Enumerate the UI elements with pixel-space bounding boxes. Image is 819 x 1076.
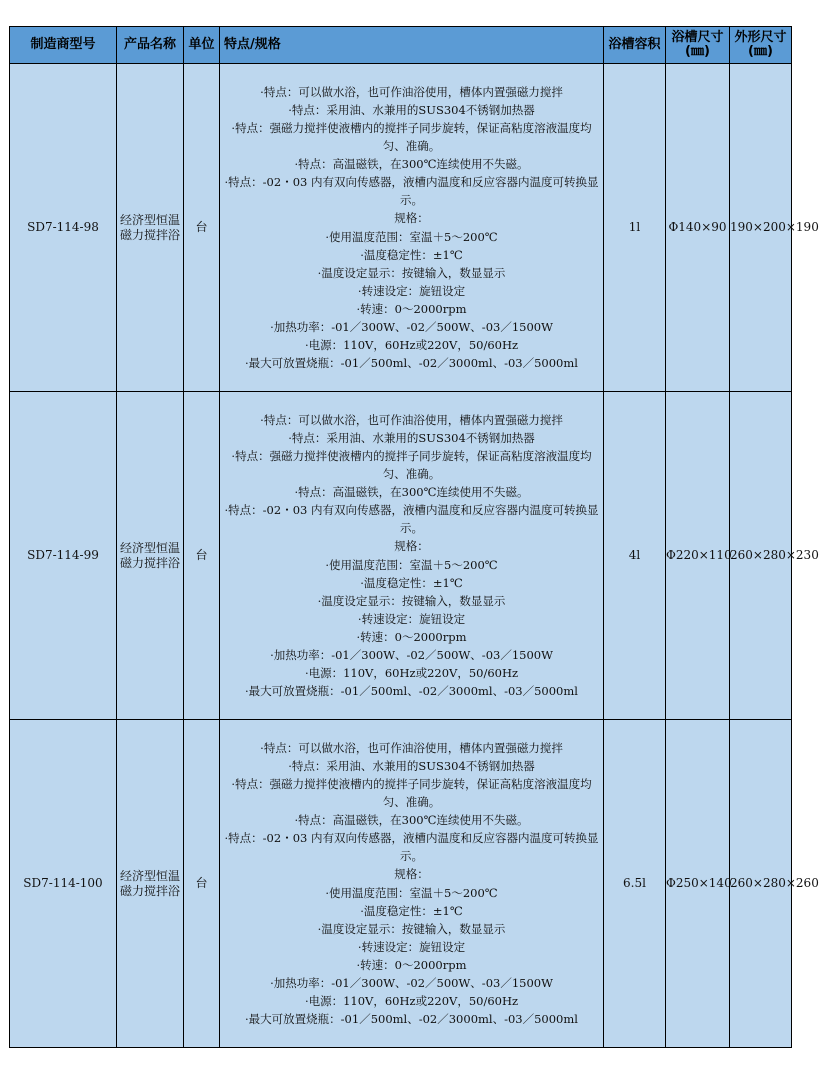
- feature-line: ·特点：强磁力搅拌使液槽内的搅拌子同步旋转，保证高粘度溶液温度均匀、准确。: [231, 448, 592, 482]
- spec-line: ·温度设定显示：按键输入，数显显示: [317, 921, 506, 936]
- spec-line: ·最大可放置烧瓶：-01／500ml、-02／3000ml、-03／5000ml: [245, 684, 578, 699]
- header-model: 制造商型号: [10, 27, 117, 64]
- tank-size-cell: Φ140×90: [666, 64, 730, 392]
- spec-line: ·温度稳定性：±1℃: [360, 247, 463, 262]
- spec-line: ·使用温度范围：室温＋5～200℃: [325, 557, 498, 572]
- header-name: 产品名称: [117, 27, 184, 64]
- spec-line: ·最大可放置烧瓶：-01／500ml、-02／3000ml、-03／5000ml: [245, 1012, 578, 1027]
- model-cell: SD7-114-100: [10, 720, 117, 1048]
- spec-heading: 规格：: [394, 211, 429, 226]
- spec-line: ·转速：0～2000rpm: [356, 629, 467, 644]
- spec-line: ·温度设定显示：按键输入，数显显示: [317, 265, 506, 280]
- product-name-cell: 经济型恒温磁力搅拌浴: [117, 392, 184, 720]
- outer-size-cell: 260×280×230: [730, 392, 792, 720]
- header-tank-size: 浴槽尺寸(㎜): [666, 27, 730, 64]
- spec-line: ·最大可放置烧瓶：-01／500ml、-02／3000ml、-03／5000ml: [245, 356, 578, 371]
- features-cell: [220, 392, 604, 720]
- feature-line: ·特点：高温磁铁，在300℃连续使用不失磁。: [294, 157, 529, 172]
- spec-line: ·转速：0～2000rpm: [356, 957, 467, 972]
- unit-cell: 台: [184, 720, 220, 1048]
- spec-line: ·电源：110V，60Hz或220V，50/60Hz: [304, 338, 519, 353]
- capacity-cell: 4l: [604, 392, 666, 720]
- spec-line: ·加热功率：-01／300W、-02／500W、-03／1500W: [270, 647, 553, 662]
- feature-line: ·特点：采用油、水兼用的SUS304不锈钢加热器: [288, 430, 535, 445]
- features-cell: [220, 64, 604, 392]
- spec-line: ·使用温度范围：室温＋5～200℃: [325, 885, 498, 900]
- unit-cell: 台: [184, 64, 220, 392]
- spec-line: ·电源：110V，60Hz或220V，50/60Hz: [304, 666, 519, 681]
- spec-line: ·使用温度范围：室温＋5～200℃: [325, 229, 498, 244]
- feature-line: ·特点：采用油、水兼用的SUS304不锈钢加热器: [288, 102, 535, 117]
- table-header-row: [10, 27, 792, 64]
- feature-line: ·特点：强磁力搅拌使液槽内的搅拌子同步旋转，保证高粘度溶液温度均匀、准确。: [231, 776, 592, 810]
- unit-cell: 台: [184, 392, 220, 720]
- spec-heading: 规格：: [394, 539, 429, 554]
- feature-line: ·特点：高温磁铁，在300℃连续使用不失磁。: [294, 485, 529, 500]
- feature-line: ·特点：可以做水浴，也可作油浴使用，槽体内置强磁力搅拌: [260, 84, 563, 99]
- outer-size-cell: 190×200×190: [730, 64, 792, 392]
- spec-line: ·转速设定：旋钮设定: [357, 611, 466, 626]
- spec-line: ·加热功率：-01／300W、-02／500W、-03／1500W: [270, 975, 553, 990]
- feature-line: ·特点：-02・03 内有双向传感器，液槽内温度和反应容器内温度可转换显示。: [224, 503, 599, 536]
- table-row: [10, 64, 792, 392]
- table-row: [10, 392, 792, 720]
- feature-line: ·特点：可以做水浴，也可作油浴使用，槽体内置强磁力搅拌: [260, 740, 563, 755]
- spec-line: ·温度稳定性：±1℃: [360, 903, 463, 918]
- feature-line: ·特点：强磁力搅拌使液槽内的搅拌子同步旋转，保证高粘度溶液温度均匀、准确。: [231, 120, 592, 154]
- tank-size-cell: Φ220×110: [666, 392, 730, 720]
- header-outer-size: 外形尺寸(㎜): [730, 27, 792, 64]
- features-cell: [220, 720, 604, 1048]
- feature-line: ·特点：采用油、水兼用的SUS304不锈钢加热器: [288, 758, 535, 773]
- spec-heading: 规格：: [394, 867, 429, 882]
- tank-size-cell: Φ250×140: [666, 720, 730, 1048]
- table-row: [10, 720, 792, 1048]
- feature-line: ·特点：高温磁铁，在300℃连续使用不失磁。: [294, 813, 529, 828]
- spec-line: ·转速：0～2000rpm: [356, 301, 467, 316]
- spec-line: ·温度设定显示：按键输入，数显显示: [317, 593, 506, 608]
- spec-line: ·电源：110V，60Hz或220V，50/60Hz: [304, 994, 519, 1009]
- spec-line: ·转速设定：旋钮设定: [357, 283, 466, 298]
- header-unit: 单位: [184, 27, 220, 64]
- feature-line: ·特点：-02・03 内有双向传感器，液槽内温度和反应容器内温度可转换显示。: [224, 831, 599, 864]
- product-spec-table: [9, 26, 819, 1048]
- spec-line: ·温度稳定性：±1℃: [360, 575, 463, 590]
- model-cell: SD7-114-99: [10, 392, 117, 720]
- spec-line: ·加热功率：-01／300W、-02／500W、-03／1500W: [270, 319, 553, 334]
- outer-size-cell: 260×280×260: [730, 720, 792, 1048]
- header-capacity: 浴槽容积: [604, 27, 666, 64]
- feature-line: ·特点：-02・03 内有双向传感器，液槽内温度和反应容器内温度可转换显示。: [224, 175, 599, 208]
- header-features: 特点/规格: [220, 27, 604, 64]
- table-body: [10, 64, 819, 1048]
- spec-line: ·转速设定：旋钮设定: [357, 939, 466, 954]
- capacity-cell: 1l: [604, 64, 666, 392]
- feature-line: ·特点：可以做水浴，也可作油浴使用，槽体内置强磁力搅拌: [260, 412, 563, 427]
- product-name-cell: 经济型恒温磁力搅拌浴: [117, 64, 184, 392]
- product-name-cell: 经济型恒温磁力搅拌浴: [117, 720, 184, 1048]
- model-cell: SD7-114-98: [10, 64, 117, 392]
- capacity-cell: 6.5l: [604, 720, 666, 1048]
